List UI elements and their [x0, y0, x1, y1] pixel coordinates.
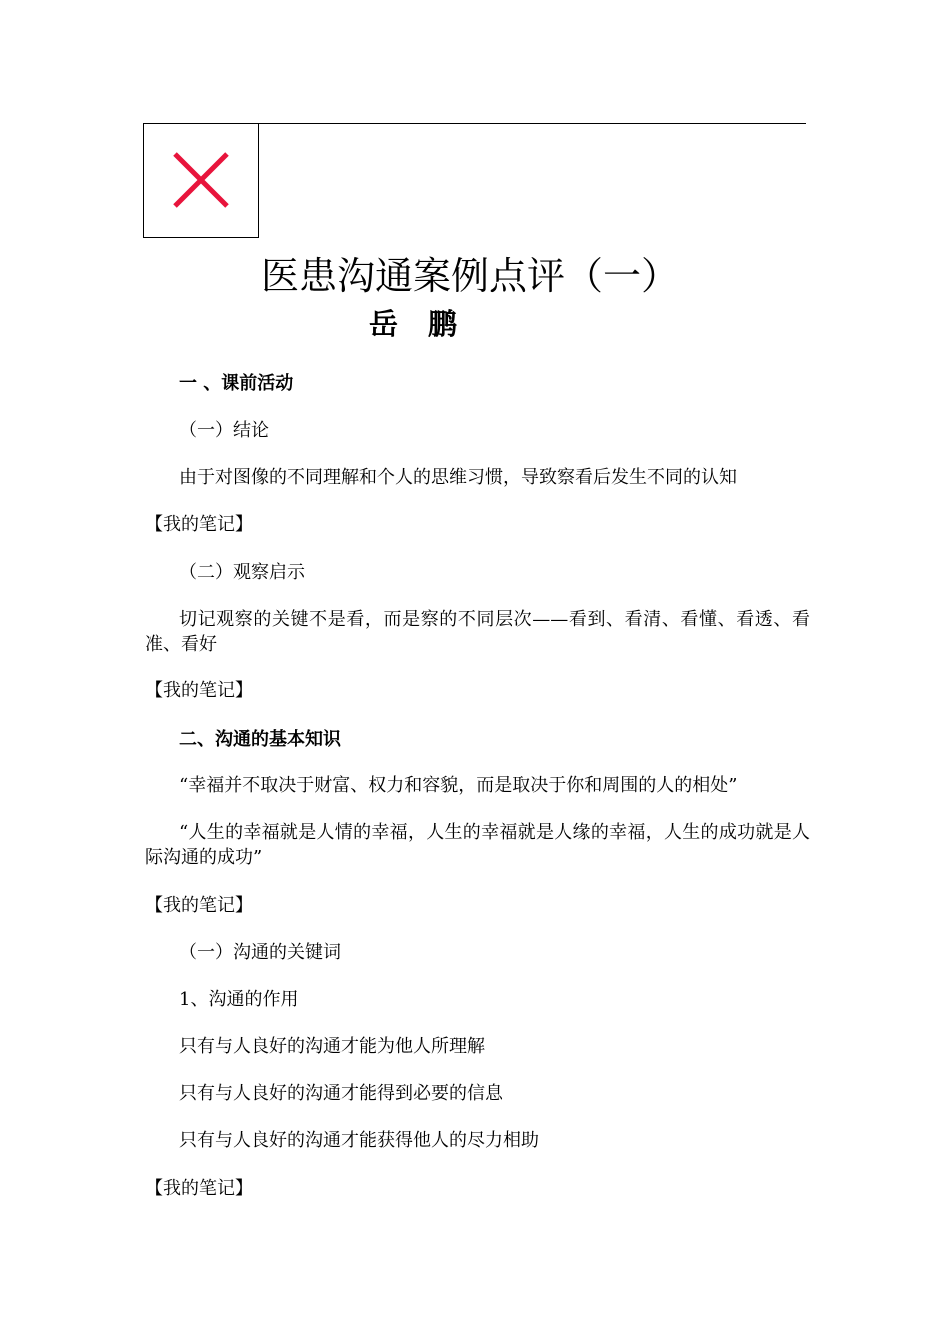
- quote-paragraph: “幸福并不取决于财富、权力和容貌，而是取决于你和周围的人的相处”: [179, 775, 738, 796]
- paragraph: 由于对图像的不同理解和个人的思维习惯，导致察看后发生不同的认知: [179, 467, 737, 488]
- section-heading: 二、沟通的基本知识: [179, 729, 341, 750]
- paragraph: 只有与人良好的沟通才能获得他人的尽力相助: [179, 1130, 539, 1151]
- broken-image-x-icon: [172, 151, 230, 209]
- paragraph: 只有与人良好的沟通才能为他人所理解: [179, 1036, 485, 1057]
- quote-paragraph: “人生的幸福就是人情的幸福，人生的幸福就是人缘的幸福，人生的成功就是人际沟通的成功”: [145, 822, 810, 868]
- subheading: （二）观察启示: [179, 562, 305, 583]
- list-item-heading: 1、沟通的作用: [179, 989, 299, 1010]
- image-placeholder: [143, 124, 259, 238]
- subheading: （一）结论: [179, 420, 269, 441]
- section-heading: 一 、课前活动: [179, 373, 294, 394]
- paragraph: 切记观察的关键不是看，而是察的不同层次——看到、看清、看懂、看透、看准、看好: [145, 609, 810, 655]
- note-label: 【我的笔记】: [145, 895, 253, 916]
- note-label: 【我的笔记】: [145, 680, 253, 701]
- document-title: 医患沟通案例点评（一）: [260, 254, 679, 298]
- paragraph: 只有与人良好的沟通才能得到必要的信息: [179, 1083, 503, 1104]
- subheading: （一）沟通的关键词: [179, 942, 341, 963]
- author-name: 岳 鹏: [368, 307, 468, 341]
- note-label: 【我的笔记】: [145, 1178, 253, 1199]
- note-label: 【我的笔记】: [145, 514, 253, 535]
